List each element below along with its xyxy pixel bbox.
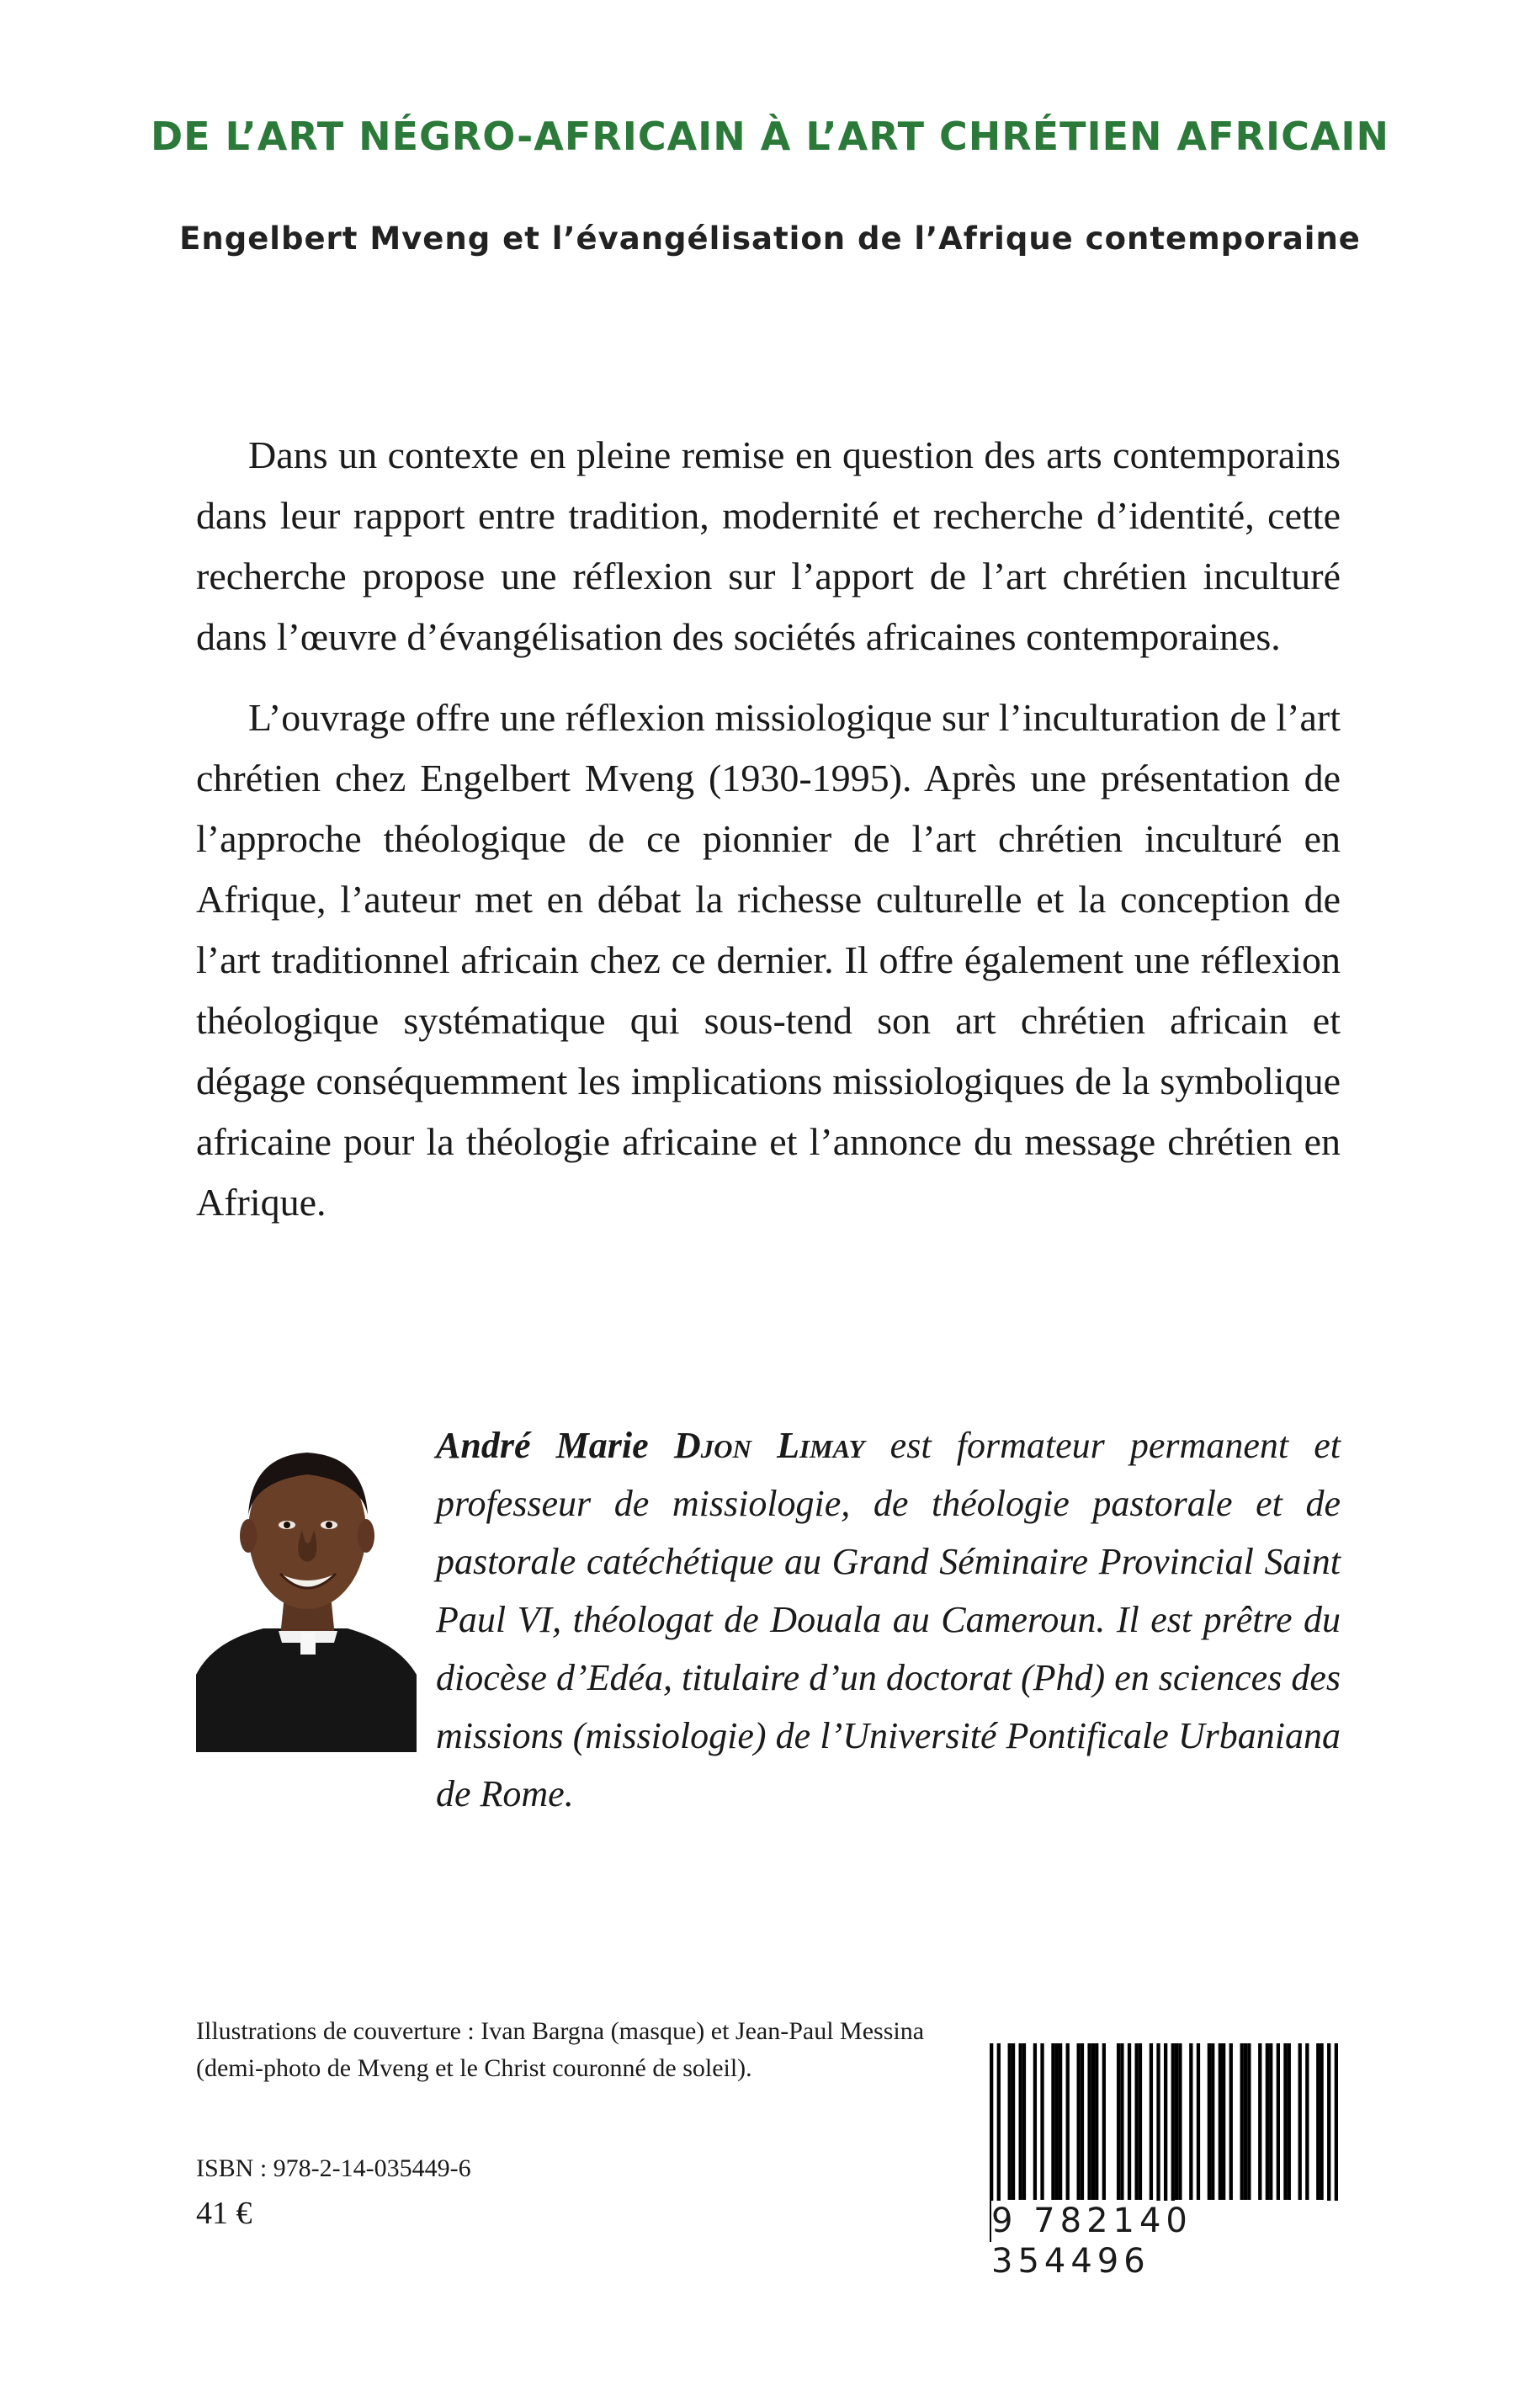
barcode-bar <box>1012 2043 1015 2200</box>
barcode-bar <box>1077 2043 1081 2200</box>
barcode-bar <box>1139 2043 1142 2200</box>
barcode-bar <box>1059 2043 1062 2200</box>
barcode-bar <box>1019 2043 1022 2200</box>
author-photo <box>196 1422 417 1752</box>
barcode-bar <box>1117 2043 1120 2200</box>
barcode-bar <box>1222 2043 1225 2200</box>
barcode-bar <box>1087 2043 1091 2200</box>
barcode-bar <box>1258 2043 1261 2200</box>
barcode-bar <box>1081 2043 1084 2200</box>
barcode-bar <box>1120 2043 1123 2200</box>
barcode-bar <box>1178 2043 1182 2200</box>
barcode-bar <box>1208 2043 1211 2200</box>
barcode-bar <box>1008 2043 1012 2200</box>
author-first-names: André Marie <box>436 1425 649 1466</box>
barcode-bar <box>1240 2043 1244 2200</box>
cover-credits <box>196 2013 953 2087</box>
credits-line-2: (demi-photo de Mveng et le Christ couronné de soleil). <box>196 2054 752 2082</box>
barcode-digits: 9 782140 354496 <box>991 2201 1338 2281</box>
barcode-bar <box>1211 2043 1214 2200</box>
barcode-bar <box>1197 2043 1200 2200</box>
barcode-bar <box>1266 2043 1269 2200</box>
book-subtitle: Engelbert Mveng et l’évangélisation de l’Afrique contemporaine <box>179 220 1361 257</box>
barcode-bar <box>1229 2043 1233 2200</box>
barcode-bar <box>1288 2043 1291 2200</box>
barcode-bar <box>1128 2043 1131 2200</box>
barcode-bar <box>1095 2043 1098 2200</box>
barcode-bar <box>1189 2043 1192 2200</box>
barcode-bar <box>1051 2043 1054 2200</box>
author-surname: Djon Limay <box>673 1425 865 1466</box>
author-bio-text: est formateur permanent et professeur de missiologie, de théologie pastorale et de pastorale catéchétique au Grand Séminaire Provincial Saint Paul VI, théologat de Douala au Cameroun. Il est prêtre du diocèse d’Edéa, titulaire d’un doctorat (Phd) en sciences des missions (missiologie) de l’Université Pontificale Urbaniana de Rome. <box>436 1425 1341 1814</box>
barcode-bar <box>1150 2043 1153 2200</box>
blurb-paragraph-2: L’ouvrage offre une réflexion missiologique sur l’inculturation de l’art chrétien chez Engelbert Mveng (1930-1995). Après une présentation de l’approche théologique de ce pionnier de l’art chrétien inculturé en Afrique, l’auteur met en débat la richesse culturelle et la conception de l’art traditionnel africain chez ce dernier. Il offre également une réflexion théologique systématique qui sous-tend son art chrétien africain et dégage conséquemment les implications missiologiques de la symbolique africaine pour la théologie africaine et l’annonce du message chrétien en Afrique. <box>196 696 1341 1224</box>
barcode-bar <box>1091 2043 1095 2200</box>
book-title: DE L’ART NÉGRO-AFRICAIN À L’ART CHRÉTIEN AFRICAIN <box>150 114 1390 159</box>
isbn: ISBN : 978-2-14-035449-6 <box>196 2154 471 2182</box>
barcode-bar <box>1316 2043 1320 2200</box>
barcode-bar <box>1247 2043 1251 2200</box>
credits-line-1: Illustrations de couverture : Ivan Bargna (masque) et Jean-Paul Messina <box>196 2017 925 2045</box>
barcode-bar <box>1219 2043 1222 2200</box>
barcode-bar <box>1244 2043 1247 2200</box>
barcode-bar <box>1066 2043 1070 2200</box>
barcode-bar <box>1055 2043 1059 2200</box>
barcode-bar <box>1135 2043 1139 2200</box>
barcode-bar <box>1305 2043 1309 2200</box>
blurb <box>196 425 1341 1253</box>
barcode-bar <box>1022 2043 1026 2200</box>
barcode-bar <box>1102 2043 1106 2200</box>
barcode-bar <box>1298 2043 1302 2200</box>
barcode-bar <box>1269 2043 1272 2200</box>
barcode-bar <box>1277 2043 1280 2200</box>
price: 41 € <box>196 2196 252 2231</box>
barcode-bar <box>1033 2043 1037 2200</box>
blurb-paragraph-1: Dans un contexte en pleine remise en question des arts contemporains dans leur rapport entre tradition, modernité et recherche d’identité, cette recherche propose une réflexion sur l’apport de l’art chrétien inculturé dans l’œuvre d’évangélisation des sociétés africaines contemporaines. <box>196 433 1341 658</box>
barcode-bar <box>1283 2043 1287 2200</box>
barcode-bar <box>1040 2043 1043 2200</box>
barcode-bar <box>1175 2043 1178 2200</box>
barcode-bar <box>1320 2043 1323 2200</box>
author-bio <box>436 1416 1341 1823</box>
